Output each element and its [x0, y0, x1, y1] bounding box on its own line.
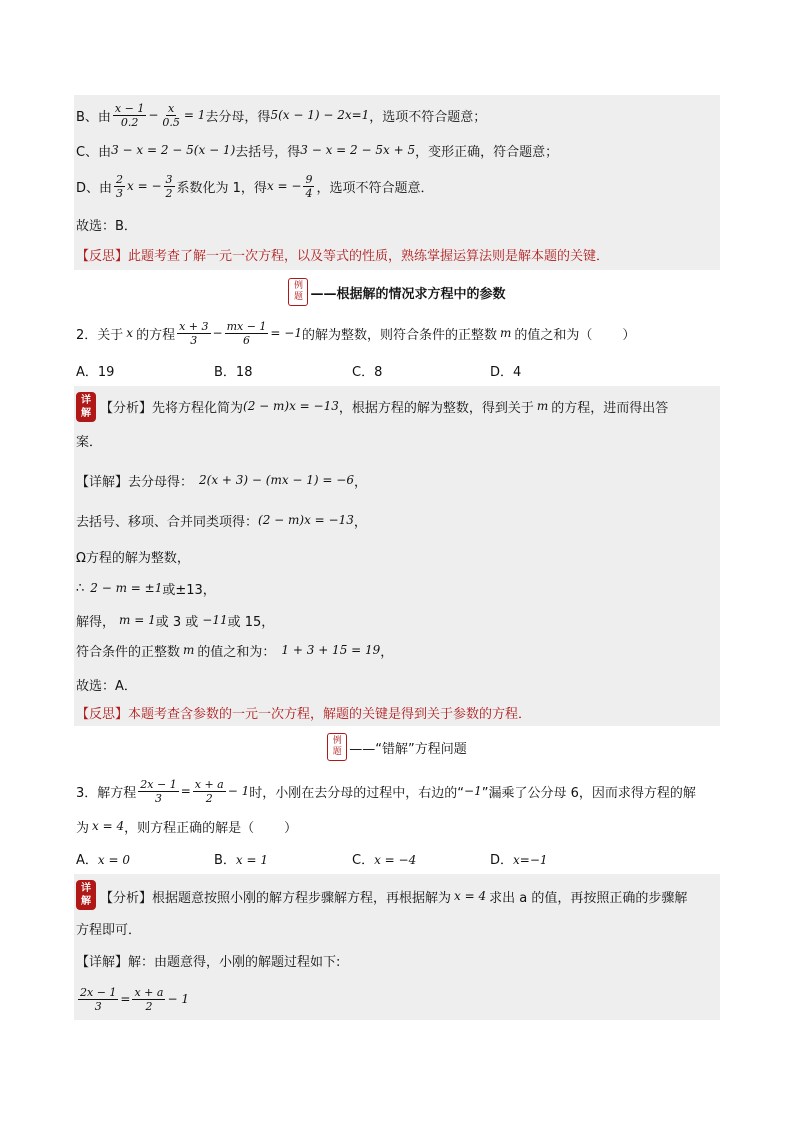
- option-a: A．x = 0: [76, 852, 130, 868]
- option-d: D．4: [490, 364, 522, 380]
- analysis-3-cont: 方程即可．: [76, 922, 142, 938]
- answer-line-2: 故选：A．: [76, 678, 137, 694]
- detail-3: 【详解】解：由题意得，小刚的解题过程如下:: [76, 954, 341, 970]
- question-3-options: [76, 848, 720, 868]
- section-header-2: 例 题 ——“错解”方程问题: [0, 731, 794, 763]
- question-3-stem-cont: 为 x = 4 ，则方程正确的解是（ ）: [76, 819, 298, 836]
- question-2-stem: 2．关于 x 的方程 $\frac{x + 3}{3}$ − $\frac{mx - 1}{6}$ = −1 的解为整数，则符合条件的正整数 m 的值之和为（ ）: [76, 319, 636, 347]
- analysis-3: 【分析】根据题意按照小刚的解方程步骤解方程，再根据解为 x = 4 求出 a 的值，再按照正确的步骤解: [100, 889, 688, 906]
- step-2-1: 去括号、移项、合并同类项得： (2 − m)x = −13 ，: [76, 513, 367, 530]
- example-stamp-icon: 例 题: [327, 733, 347, 761]
- analysis-2: 【分析】先将方程化简为 (2 − m)x = −13 ，根据方程的解为整数，得到关于 m 的方程，进而得出答: [100, 399, 669, 416]
- section-header-1: 例 题 ——根据解的情况求方程中的参数: [0, 276, 794, 308]
- option-b: B．18: [214, 364, 253, 380]
- option-b-line: B、由 $\frac{x - 1}{0.2}$ − $\frac{x}{0.5}$ = 1 去分母，得 5(x − 1) − 2x=1 ，选项不符合题意；: [76, 101, 487, 129]
- step-2-3: ∴ 2 − m = ±1 或±13，: [76, 580, 216, 598]
- step-2-2: Ω方程的解为整数，: [76, 550, 190, 566]
- explain-badge-icon: 详 解: [76, 880, 96, 910]
- analysis-2-cont: 案．: [76, 434, 103, 450]
- option-b: B．x = 1: [214, 852, 269, 868]
- step-2-4: 解得， m = 1 或 3 或 −11 或 15，: [76, 613, 275, 630]
- option-c-line: C、由 3 − x = 2 − 5(x − 1) 去括号，得 3 − x = 2 − 5x + 5 ，变形正确，符合题意；: [76, 143, 559, 160]
- option-d-line: D、由 $\frac{2}{3}$ x = − $\frac{3}{2}$ 系数化为 1，得 x = − $\frac{9}{4}$ ，选项不符合题意．: [76, 172, 434, 200]
- option-c: C．8: [352, 364, 383, 380]
- example-stamp-icon: 例 题: [288, 278, 308, 306]
- reflection-2: 【反思】本题考查含参数的一元一次方程，解题的关键是得到关于参数的方程．: [76, 706, 532, 722]
- question-3-stem: 3．解方程 $\frac{2x - 1}{3}$ = $\frac{x + a}{2}$ − 1 时，小刚在去分母的过程中，右边的“ −1 ”漏乘了公分母 6，因而求得方程的解: [76, 777, 696, 805]
- question-2-options: [76, 360, 720, 380]
- option-d: D．x=−1: [490, 852, 548, 868]
- option-c: C．x = −4: [352, 852, 417, 868]
- answer-line-1: 故选：B．: [76, 218, 137, 234]
- reflection-1: 【反思】此题考查了解一元一次方程，以及等式的性质，熟练掌握运算法则是解本题的关键．: [76, 248, 610, 264]
- detail-2: 【详解】去分母得： 2(x + 3) − (mx − 1) = −6 ，: [76, 473, 367, 490]
- explain-badge-icon: 详 解: [76, 392, 96, 422]
- step-2-5: 符合条件的正整数 m 的值之和为： 1 + 3 + 15 = 19 ，: [76, 643, 394, 660]
- equation-3: $\frac{2x - 1}{3}$ = $\frac{x + a}{2}$ − 1: [80, 985, 189, 1013]
- option-a: A．19: [76, 364, 115, 380]
